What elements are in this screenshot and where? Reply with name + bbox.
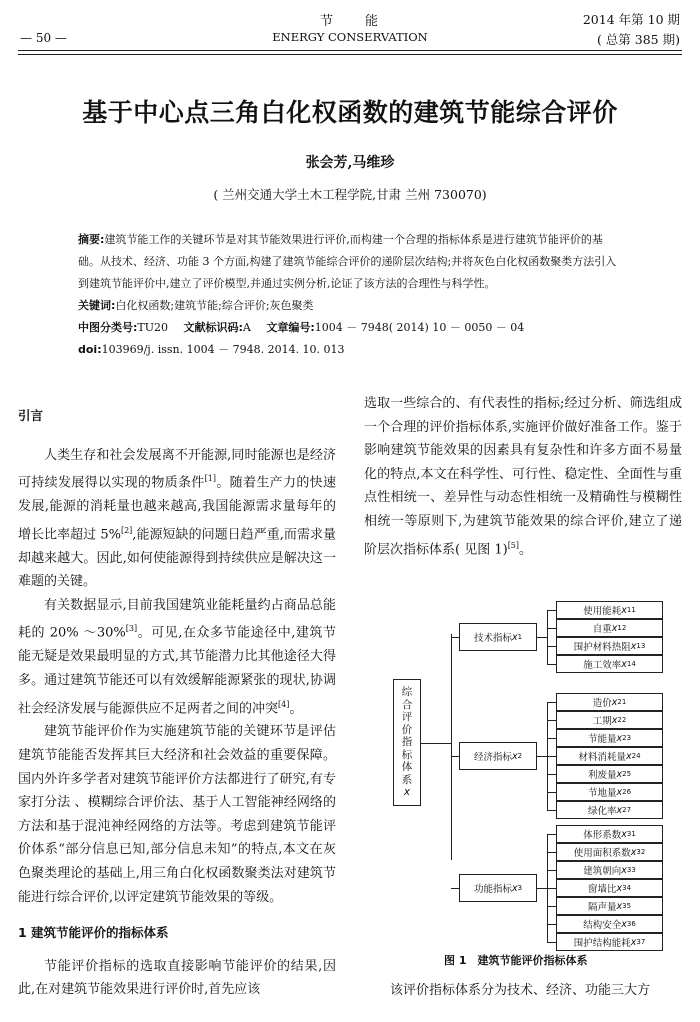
article-no-value: 1004 － 7948( 2014) 10 － 0050 － 04 bbox=[314, 321, 525, 334]
ref-4: [4] bbox=[278, 699, 290, 709]
clc-label: 中图分类号: bbox=[78, 321, 138, 334]
abstract-label: 摘要: bbox=[78, 233, 105, 246]
p1-text: 人类生存和社会发展离不开能源,同时能源也是经济可持续发展得以实现的物质条件 bbox=[18, 447, 336, 491]
leaf-node: 利废量 x 25 bbox=[556, 765, 663, 783]
right-paragraph-2: 该评价指标体系分为技术、经济、功能三大方 bbox=[390, 983, 651, 998]
leaf-node: 节地量 x 26 bbox=[556, 783, 663, 801]
section-heading-1: 1 建筑节能评价的指标体系 bbox=[18, 925, 169, 941]
leaf-connector bbox=[547, 810, 556, 811]
leaf-node: 隔声量 x 35 bbox=[556, 897, 663, 915]
group-connector bbox=[451, 756, 459, 757]
page-number: — 50 — bbox=[20, 31, 67, 45]
root-char: 系 bbox=[401, 773, 413, 786]
leaf-connector bbox=[547, 870, 556, 871]
rp1-end: 。 bbox=[519, 541, 533, 557]
leaf-node: 窗墙比 x 34 bbox=[556, 879, 663, 897]
keywords-text: 白化权函数;建筑节能;综合评价;灰色聚类 bbox=[115, 299, 314, 312]
doi-line bbox=[78, 339, 624, 361]
leaf-connector bbox=[547, 906, 556, 907]
root-char: 合 bbox=[401, 698, 413, 711]
root-connector bbox=[421, 743, 451, 744]
leaf-connector bbox=[547, 628, 556, 629]
issue-number: 2014 年第 10 期 bbox=[582, 12, 680, 27]
article-no-label: 文章编号: bbox=[266, 321, 315, 334]
doc-code-label: 文献标识码: bbox=[183, 321, 243, 334]
leaf-node: 节能量 x 23 bbox=[556, 729, 663, 747]
leaf-node: 建筑朝向 x 33 bbox=[556, 861, 663, 879]
leaf-node: 绿化率 x 27 bbox=[556, 801, 663, 819]
group-node: 经济指标 x 2 bbox=[459, 742, 537, 770]
ref-3: [3] bbox=[125, 624, 138, 634]
leaf-node: 工期 x 22 bbox=[556, 711, 663, 729]
p2c-text: 。 bbox=[289, 700, 303, 716]
group-branch bbox=[537, 637, 547, 638]
leaf-connector bbox=[547, 664, 556, 665]
leaf-node: 施工效率 x 14 bbox=[556, 655, 663, 673]
ref-1: [1] bbox=[204, 474, 216, 484]
intro-paragraph-1 bbox=[18, 444, 336, 594]
leaf-connector bbox=[547, 852, 556, 853]
leaf-connector bbox=[547, 774, 556, 775]
leaf-connector bbox=[547, 702, 556, 703]
leaf-connector bbox=[547, 646, 556, 647]
figure-caption: 图 1 建筑节能评价指标体系 bbox=[444, 954, 588, 967]
group-connector bbox=[451, 637, 459, 638]
paper-title: 基于中心点三角白化权函数的建筑节能综合评价 bbox=[82, 98, 618, 127]
paper-authors: 张会芳,马维珍 bbox=[305, 155, 395, 171]
root-char: 价 bbox=[401, 723, 413, 736]
leaf-connector bbox=[547, 738, 556, 739]
section1-paragraph-1: 节能评价指标的选取直接影响节能评价的结果,因此,在对建筑节能效果进行评价时,首先应该 bbox=[18, 958, 336, 998]
total-issue-number: ( 总第 385 期) bbox=[596, 32, 680, 47]
root-char: x bbox=[403, 786, 411, 799]
rp1-text: 选取一些综合的、有代表性的指标;经过分析、筛选组成一个合理的评价指标体系,实施评价做好准备工作。鉴于影响建筑节能效果的因素具有复杂性和许多方面不易量化的特点,本文在科学性、可行性、稳定性、全面性与重点性相统一、差异性与动态性相统一及精确性与模糊性相统一等原则下,为建筑节能效果的综合评价,建立了递阶层次指标体系( 见图 1) bbox=[364, 396, 682, 557]
left-column bbox=[18, 402, 336, 1002]
leaf-connector bbox=[547, 942, 556, 943]
abstract bbox=[78, 229, 624, 295]
group-node: 技术指标 x 1 bbox=[459, 623, 537, 651]
leaf-bracket bbox=[547, 610, 548, 664]
group-branch bbox=[537, 888, 547, 889]
intro-paragraph-3: 建筑节能评价作为实施建筑节能的关键环节是评估建筑节能能否发挥其巨大经济和社会效益的重要保障。国内外许多学者对建筑节能评价方法都进行了研究,有专家打分法 、模糊综合评价法、基于人工智能神经网络的方法和基于混沌神经网络的方法等。考虑到建筑节能评价体系“部分信息已知,部分信息未知”的特点,本文在灰色聚类理论的基础上,用三角白化权函数聚类法对建筑节能进行综合评价,以评定建筑节能效果的等级。 bbox=[18, 724, 336, 905]
doi-label: doi: bbox=[78, 343, 102, 356]
clc-value: TU20 bbox=[137, 321, 169, 334]
leaf-connector bbox=[547, 792, 556, 793]
trunk-line bbox=[451, 634, 452, 860]
leaf-connector bbox=[547, 834, 556, 835]
ref-5: [5] bbox=[507, 540, 520, 550]
root-char: 标 bbox=[401, 748, 413, 761]
leaf-node: 围护材料热阻 x 13 bbox=[556, 637, 663, 655]
classification-line bbox=[78, 317, 624, 339]
leaf-connector bbox=[547, 720, 556, 721]
section-heading-intro: 引言 bbox=[18, 408, 44, 423]
group-branch bbox=[537, 756, 547, 757]
doi-value: 103969/j. issn. 1004 － 7948. 2014. 10. 013 bbox=[101, 343, 345, 356]
root-char: 指 bbox=[401, 736, 413, 749]
leaf-connector bbox=[547, 756, 556, 757]
header-rule bbox=[18, 50, 682, 51]
abstract-text: 建筑节能工作的关键环节是对其节能效果进行评价,而构建一个合理的指标体系是进行建筑节能评价的基础。从技术、经济、功能 3 个方面,构建了建筑节能综合评价的递阶层次结构;并将灰色白化权函数聚类方法引入到建筑节能评价中,建立了评价模型,并通过实例分析,论证了该方法的合理性与科学性。 bbox=[78, 233, 617, 290]
leaf-node: 材料消耗量 x 24 bbox=[556, 747, 663, 765]
leaf-connector bbox=[547, 888, 556, 889]
p1b-text: 。随着生产力的快速发展,能源的消耗量也越来越高,我国能源需求量每年的增长比率超过 5% bbox=[18, 475, 336, 543]
p1c-text: ,能源短缺的问题日趋严重,而需求量却越来越大。因此,如何使能源得到持续供应是解决这一难题的关键。 bbox=[18, 527, 336, 590]
p2b-text: 。可见,在众多节能途径中,建筑节能无疑是效果最明显的方式,其节能潜力比其他途径大得多。通过建筑节能还可以有效缓解能源紧张的现状,协调社会经济发展与能源供应不足两者之间的冲突 bbox=[18, 625, 337, 716]
ref-2: [2] bbox=[120, 525, 133, 535]
right-paragraph-1 bbox=[364, 392, 682, 561]
root-node bbox=[393, 679, 421, 806]
keywords-label: 关键词: bbox=[78, 299, 116, 312]
leaf-node: 造价 x 21 bbox=[556, 693, 663, 711]
right-column-bottom bbox=[364, 979, 682, 1003]
journal-name-en: ENERGY CONSERVATION bbox=[272, 30, 428, 44]
group-node: 功能指标 x 3 bbox=[459, 874, 537, 902]
leaf-node: 使用能耗 x 11 bbox=[556, 601, 663, 619]
root-char: 体 bbox=[401, 761, 413, 774]
journal-name-cn: 节 能 bbox=[319, 14, 380, 29]
leaf-connector bbox=[547, 610, 556, 611]
leaf-node: 自重 x 12 bbox=[556, 619, 663, 637]
header-rule-thin bbox=[18, 54, 682, 55]
keywords bbox=[78, 295, 624, 317]
doc-code-value: A bbox=[242, 321, 251, 334]
leaf-node: 体形系数 x 31 bbox=[556, 825, 663, 843]
root-char: 综 bbox=[401, 686, 413, 699]
p2-text: 有关数据显示,目前我国建筑业能耗量约占商品总能耗的 20% ～30% bbox=[18, 597, 336, 641]
leaf-node: 围护结构能耗 x 37 bbox=[556, 933, 663, 951]
intro-paragraph-2 bbox=[18, 594, 336, 721]
leaf-connector bbox=[547, 924, 556, 925]
right-column-top bbox=[364, 392, 682, 561]
root-char: 评 bbox=[401, 711, 413, 724]
leaf-node: 使用面积系数 x 32 bbox=[556, 843, 663, 861]
paper-affiliation: ( 兰州交通大学土木工程学院,甘肃 兰州 730070) bbox=[213, 187, 487, 202]
group-connector bbox=[451, 888, 459, 889]
leaf-node: 结构安全 x 36 bbox=[556, 915, 663, 933]
abstract-block bbox=[78, 229, 624, 361]
